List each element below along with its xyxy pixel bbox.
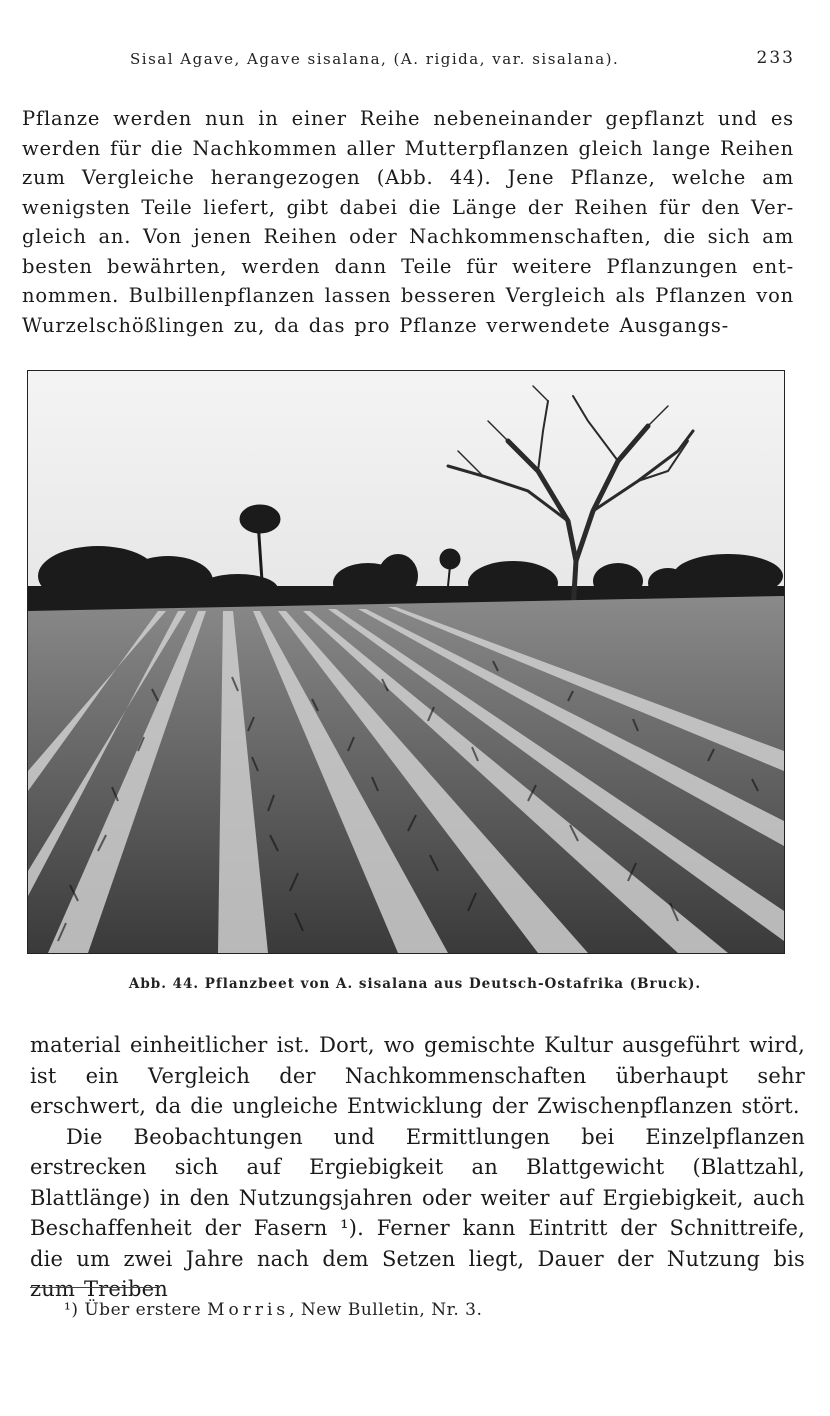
text-line: material einheitlicher ist. Dort, wo gemischte Kultur ausgeführt wird, [30, 1033, 805, 1057]
paragraph-top [22, 104, 794, 340]
footnote-text: Über erstere [84, 1300, 202, 1320]
footnote-source: , New Bulletin, Nr. 3. [289, 1300, 483, 1320]
text-line: Jahre nach dem Setzen liegt, Dauer der Nutzung bis zum Treiben [30, 1246, 805, 1301]
figure-caption: Abb. 44. Pflanzbeet von A. sisalana aus Deutsch-Ostafrika (Bruck). [128, 976, 702, 992]
page-number: 233 [756, 48, 795, 68]
footnote-author: Morris [207, 1300, 290, 1320]
footnote-divider [30, 1287, 160, 1288]
figure-photo [27, 370, 785, 954]
text-line: Pflanze werden nun in einer Reihe nebeneinander gepflanzt und es [22, 107, 794, 130]
text-line: Nutzungsjahren oder weiter auf Ergiebigkeit, auch Beschaffenheit [30, 1185, 805, 1240]
text-line: werden für die Nachkommen aller Mutterpflanzen gleich lange Reihen [22, 136, 794, 160]
paragraph-bottom [30, 1030, 805, 1305]
footnote-marker: ¹) [64, 1300, 79, 1320]
running-title: Sisal Agave, Agave sisalana, (A. rigida, var. sisalana). [130, 50, 620, 68]
text-line: nommen. Bulbillenpflanzen lassen besseren Vergleich als Pflanzen [22, 284, 747, 307]
footnote [64, 1300, 482, 1320]
text-line: von Wurzelschößlingen zu, da das pro Pflanze verwendete Ausgangs- [22, 284, 795, 337]
text-line: gleich an. Von jenen Reihen oder Nachkommenschaften, die sich am [22, 225, 794, 248]
text-line: wenigsten Teile liefert, gibt dabei die Länge der Reihen für den Ver- [22, 195, 794, 219]
text-line: ist ein Vergleich der Nachkommenschaften überhaupt sehr erschwert, [30, 1063, 805, 1118]
text-line: da die ungleiche Entwicklung der Zwischenpflanzen stört. [154, 1094, 800, 1118]
text-line: der Fasern ¹). Ferner kann Eintritt der Schnittreife, die um zwei [30, 1216, 805, 1271]
field-photo-illustration [28, 371, 784, 953]
text-line: sich auf Ergiebigkeit an Blattgewicht (Blattzahl, Blattlänge) in den [30, 1155, 805, 1210]
text-line: zum Vergleiche herangezogen (Abb. 44). Jene Pflanze, welche am [22, 166, 794, 189]
running-header [130, 50, 795, 68]
text-line: besten bewährten, werden dann Teile für weitere Pflanzungen ent- [22, 254, 794, 278]
text-line: Die Beobachtungen und Ermittlungen bei Einzelpflanzen erstrecken [30, 1124, 805, 1179]
